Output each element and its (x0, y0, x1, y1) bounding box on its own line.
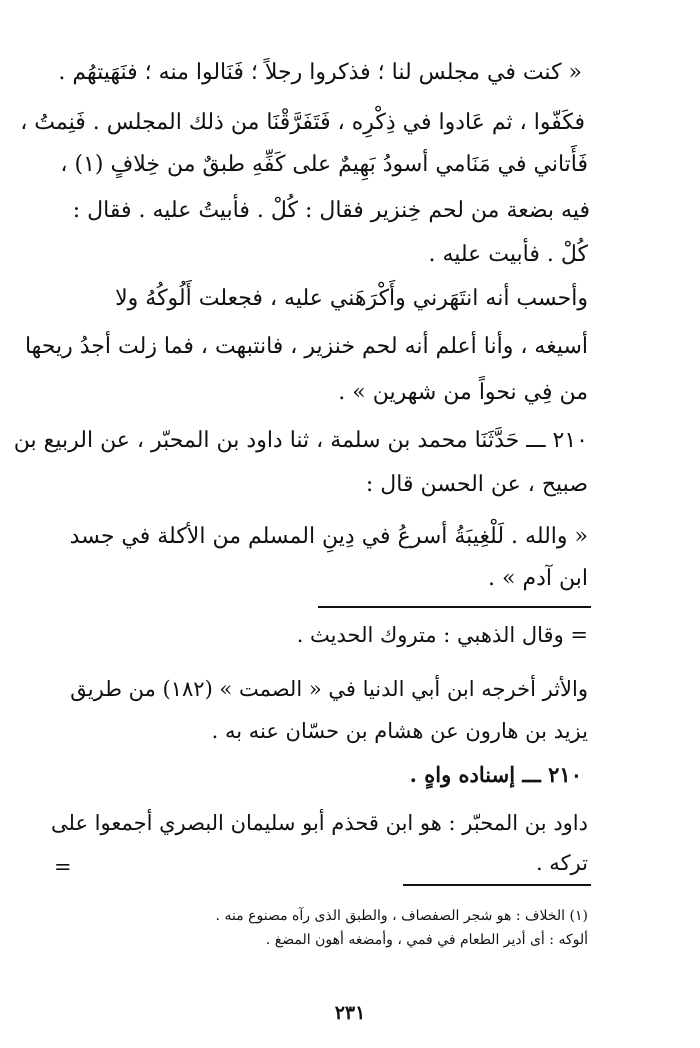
text-line: أسيغه ، وأنا أعلم أنه لحم خنزير ، فانتبهت ، فما زلت أجدُ ريحها (24, 334, 588, 359)
footnote-line: والأثر أخرجه ابن أبي الدنيا في « الصمت » (١٨٢) من طريق (70, 677, 588, 701)
footnote-line: تركه . (535, 851, 588, 875)
hadith-210-intro-line: ٢١٠ ـــ حَدَّثَنَا محمد بن سلمة ، ثنا داود بن المحبّر ، عن الربيع بن (13, 428, 588, 453)
note-separator (403, 884, 591, 886)
note-line: (١) الخلاف : هو شجر الصفصاف ، والطبق الذى رآه مصنوع منه . (215, 908, 588, 924)
text-line: فيه بضعة من لحم خِنزير فقال : كُلْ . فأبيتُ عليه . فقال : (72, 198, 590, 223)
note-line: ألوكه : أى أدير الطعام في فمي ، وأمضغه أهون المضغ . (265, 932, 588, 948)
text-line: كُلْ . فأبيت عليه . (428, 242, 588, 267)
footnote-line: = وقال الذهبي : متروك الحديث . (296, 623, 588, 647)
page-number: ٢٣١ (334, 1002, 366, 1024)
hadith-210-text-line: ابن آدم » . (488, 566, 588, 591)
footnote-line: داود بن المحبّر : هو ابن قحذم أبو سليمان البصري أجمعوا على (50, 811, 588, 835)
text-line: فَأَتاني في مَنَامي أسودُ بَهِيمٌ على كَفِّهِ طبقٌ من خِلافٍ (١) ، (60, 152, 588, 177)
continuation-mark: = (54, 855, 72, 879)
footnote-separator (318, 606, 591, 608)
footnote-heading: ٢١٠ ـــ إسناده واهٍ . (409, 762, 582, 787)
text-line: « كنت في مجلس لنا ؛ فذكروا رجلاً ؛ فَنَالوا منه ؛ فنَهَيتهُم . (58, 60, 582, 85)
hadith-210-text-line: « والله . لَلْغِيبَةُ أسرعُ في دِينِ المسلم من الأكلة في جسد (69, 524, 588, 549)
footnote-line: يزيد بن هارون عن هشام بن حسّان عنه به . (211, 719, 588, 743)
text-line: من فِي نحواً من شهرين » . (338, 380, 588, 405)
text-line: وأحسب أنه انتَهَرني وأَكْرَهَني عليه ، فجعلت أَلُوكُهُ ولا (115, 286, 588, 311)
hadith-210-intro-line: صبيح ، عن الحسن قال : (365, 472, 588, 497)
text-line: فكَفّوا ، ثم عَادوا في ذِكْرِه ، فَتَفَرَّقْنَا من ذلك المجلس . فَنِمتُ ، (20, 110, 585, 135)
